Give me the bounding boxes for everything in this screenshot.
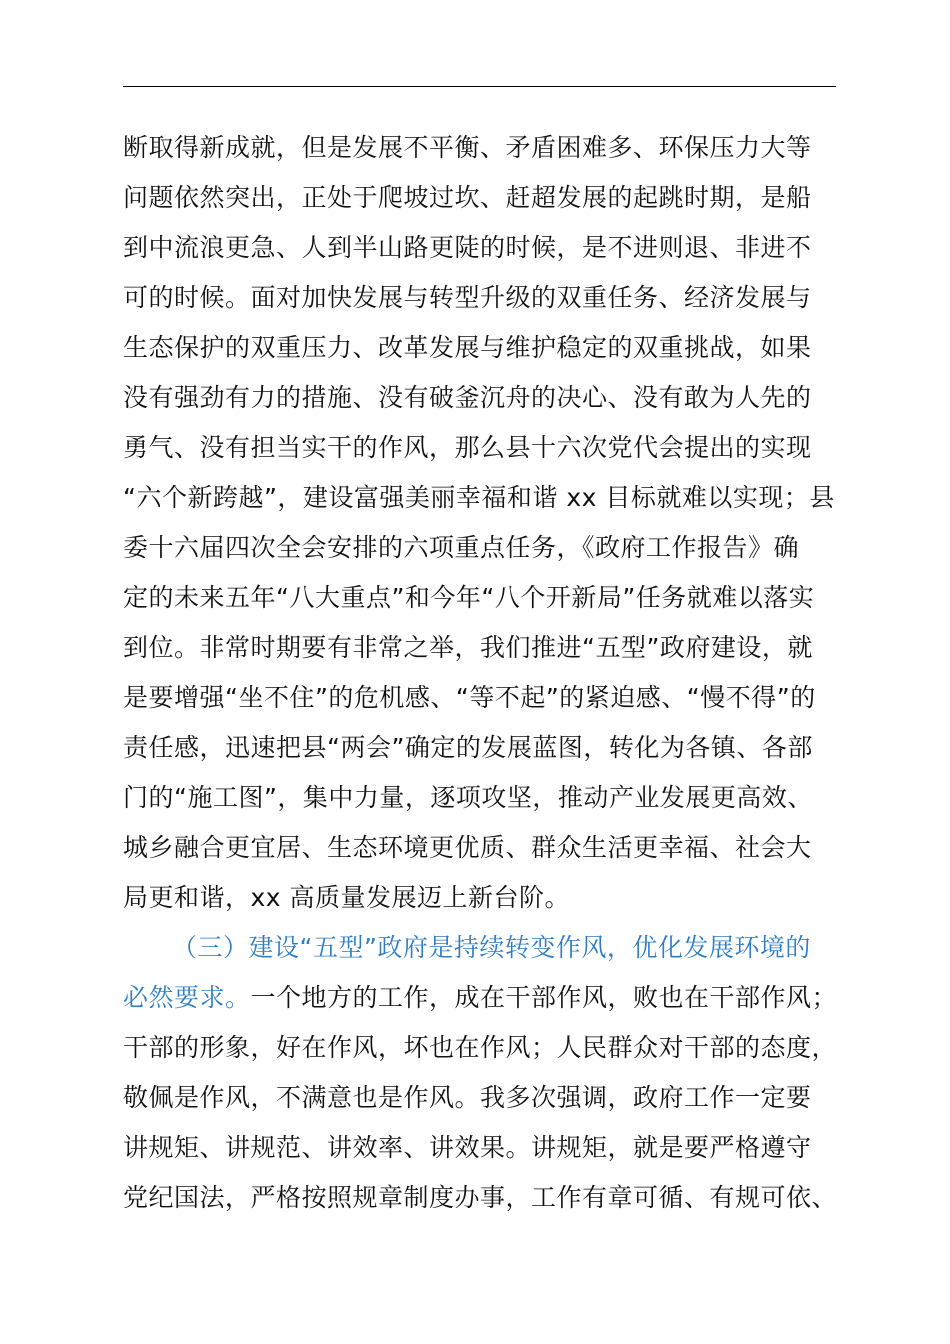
text-line: 局更和谐，xx 高质量发展迈上新台阶。 [123, 883, 571, 912]
text-line: 问题依然突出，正处于爬坡过坎、赶超发展的起跳时期，是船 [123, 183, 812, 212]
text-line: 委十六届四次全会安排的六项重点任务，《政府工作报告》确 [123, 533, 800, 562]
header-divider [123, 86, 836, 87]
section-heading-end: 必然要求。 [123, 983, 251, 1012]
text-line: 到位。非常时期要有非常之举，我们推进“五型”政府建设，就 [123, 633, 813, 662]
text-line: 门的“施工图”，集中力量，逐项攻坚，推动产业发展更高效、 [123, 783, 813, 812]
text-line: 没有强劲有力的措施、没有破釜沉舟的决心、没有敢为人先的 [123, 383, 812, 412]
text-line: 讲规矩、讲规范、讲效率、讲效果。讲规矩，就是要严格遵守 [123, 1133, 812, 1162]
text-span: 一个地方的工作，成在干部作风，败也在干部作风； [250, 983, 838, 1012]
text-line: 可的时候。面对加快发展与转型升级的双重任务、经济发展与 [123, 283, 812, 312]
text-line: 断取得新成就，但是发展不平衡、矛盾困难多、环保压力大等 [123, 133, 812, 162]
text-line: “六个新跨越”，建设富强美丽幸福和谐 xx 目标就难以实现；县 [123, 483, 835, 512]
text-line: 责任感，迅速把县“两会”确定的发展蓝图，转化为各镇、各部 [123, 733, 813, 762]
text-line: 定的未来五年“八大重点”和今年“八个开新局”任务就难以落实 [123, 583, 815, 612]
text-line: 到中流浪更急、人到半山路更陡的时候，是不进则退、非进不 [123, 233, 812, 262]
text-line: 是要增强“坐不住”的危机感、“等不起”的紧迫感、“慢不得”的 [123, 683, 816, 712]
text-line [123, 981, 837, 1015]
text-line: 党纪国法，严格按照规章制度办事，工作有章可循、有规可依、 [123, 1183, 838, 1212]
section-heading: （三）建设“五型”政府是持续转变作风，优化发展环境的 [172, 933, 811, 962]
text-line: 干部的形象，好在作风，坏也在作风；人民群众对干部的态度， [123, 1033, 838, 1062]
text-line: 勇气、没有担当实干的作风，那么县十六次党代会提出的实现 [123, 433, 812, 462]
text-line: 生态保护的双重压力、改革发展与维护稳定的双重挑战，如果 [123, 333, 812, 362]
text-line: 敬佩是作风，不满意也是作风。我多次强调，政府工作一定要 [123, 1083, 812, 1112]
text-line: 城乡融合更宜居、生态环境更优质、群众生活更幸福、社会大 [123, 833, 812, 862]
